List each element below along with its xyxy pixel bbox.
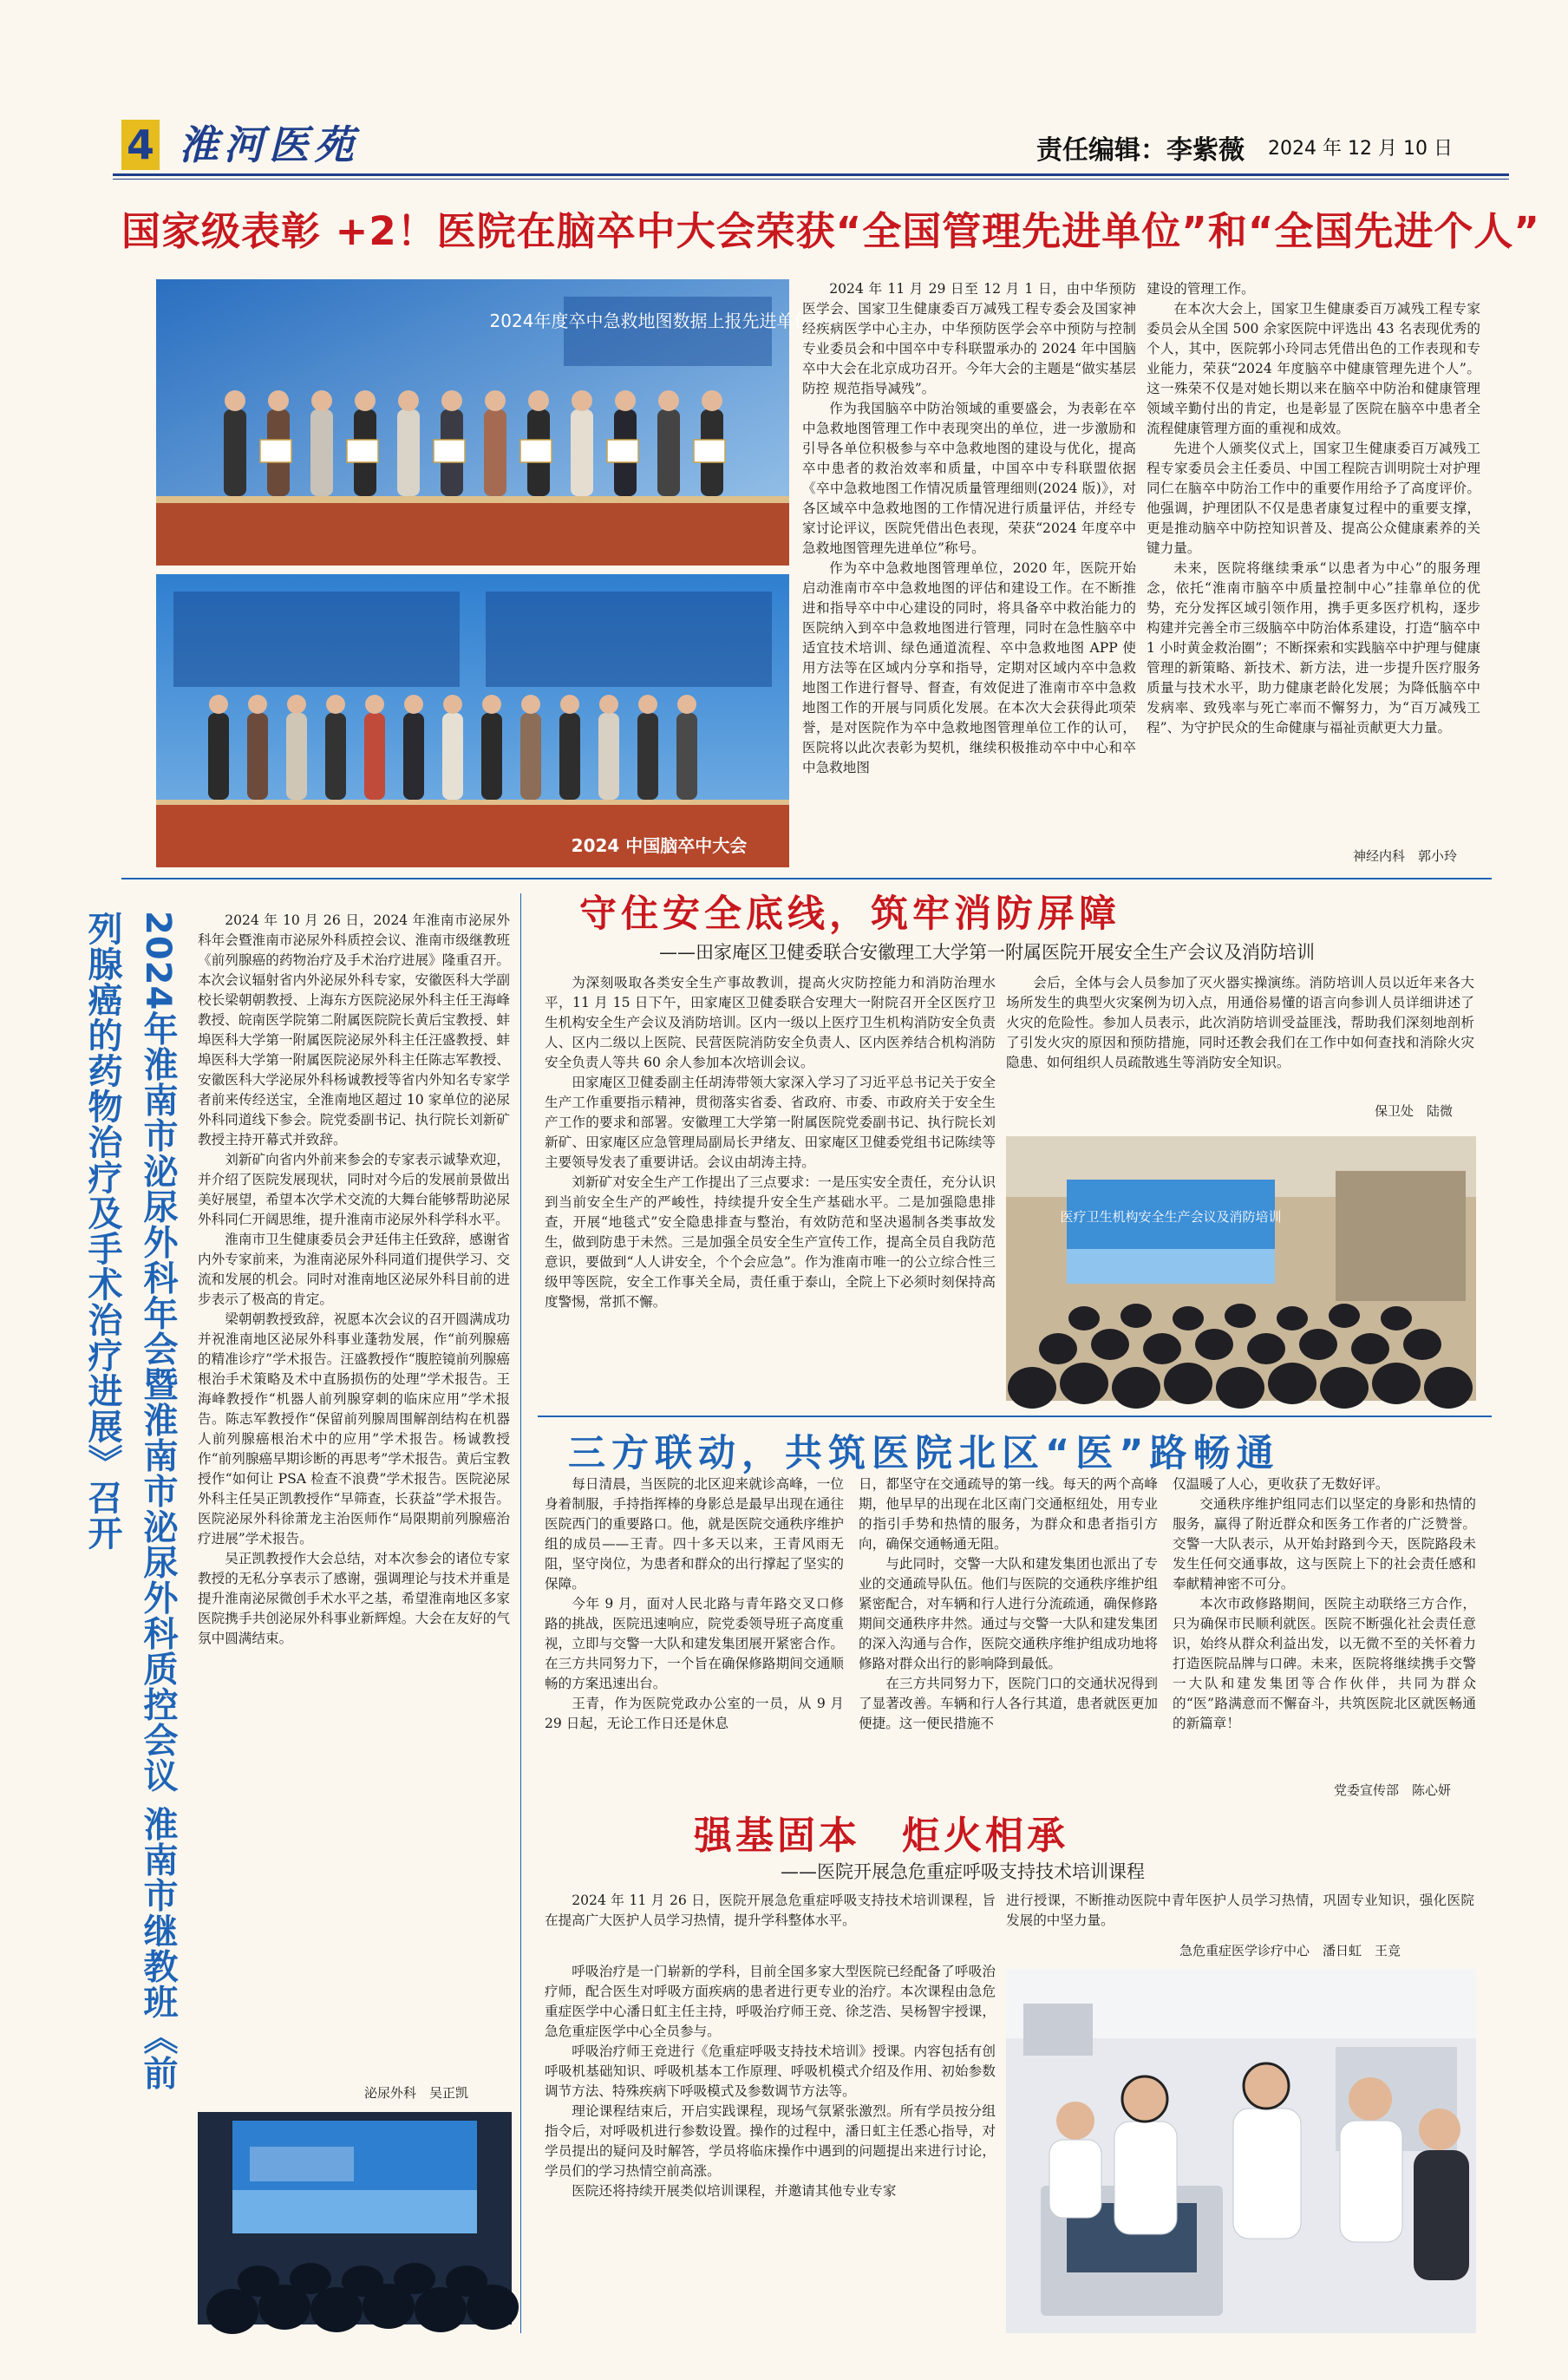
page-number: 4 xyxy=(121,120,160,170)
photo3-screen-text: 医疗卫生机构安全生产会议及消防培训 xyxy=(1060,1209,1282,1225)
article5-subtitle: ——医院开展急危重症呼吸支持技术培训课程 xyxy=(781,1861,1145,1882)
article1-signature: 神经内科 郭小玲 xyxy=(1353,848,1458,864)
article1-paragraph: 作为卒中急救地图管理单位，2020 年，医院开始启动淮南市卒中急救地图的评估和建设工作。在不断推进和指导卒中中心建设的同时，将具备卒中救治能力的医院纳入到卒中急救地图进行管理，同时在急性脑卒中适宜技术培训、绿色通道流程、卒中急救地图 APP 使用方法等在区域内分享和指导，定期对区域内卒中急救地图工作进行督导、督查，有效促进了淮南市卒中急救地图工作的开展与同质化发展。在本次大会获得此项荣誉，是对医院作为卒中急救地图管理单位工作的认可，医院将以此次表彰为契机，继续积极推动卒中中心和卒中急救地图 xyxy=(802,560,1136,775)
article5-paragraph: 医院还将持续开展类似培训课程，并邀请其他专业专家 xyxy=(572,2183,897,2199)
column-divider xyxy=(520,893,521,2333)
article5-paragraph: 理论课程结束后，开启实践课程，现场气氛紧张激烈。所有学员按分组指令后，对呼吸机进行参数设置。操作的过程中，潘日虹主任悉心指导，对学员提出的疑问及时解答，学员将临床操作中遇到的问题提出来进行讨论，学员们的学习热情空前高涨。 xyxy=(545,2103,996,2179)
issue-date: 2024 年 12 月 10 日 xyxy=(1268,138,1453,160)
article2-paragraph: 2024 年 10 月 26 日，2024 年淮南市泌尿外科年会暨淮南市泌尿外科质控会议、淮南市级继教班《前列腺癌的药物治疗及手术治疗进展》隆重召开。本次会议辐射省内外泌尿外科专家，安徽医科大学副校长梁朝朝教授、上海东方医院泌尿外科主任王海峰教授、皖南医学院第二附属医院院长黄后宝教授、蚌埠医科大学第一附属医院泌尿外科主任汪盛教授、蚌埠医科大学第一附属医院泌尿外科主任陈志军教授、安徽医科大学泌尿外科杨诚教授等省内外知名专家学者前来传经送宝，全淮南地区超过 10 家单位的泌尿外科同道线下参会。院党委副书记、执行院长刘新矿教授主持开幕式并致辞。 xyxy=(198,912,510,1148)
article4-title: 三方联动，共筑医院北区“医”路畅通 xyxy=(568,1432,1280,1475)
article5-paragraph: 进行授课，不断推动医院中青年医护人员学习热情，巩固专业知识，强化医院发展的中坚力量。 xyxy=(1006,1893,1474,1928)
article3-paragraph: 刘新矿对安全生产工作提出了三点要求：一是压实安全责任，充分认识到当前安全生产的严峻性，持续提升安全生产基础水平。二是加强隐患排查，开展“地毯式”安全隐患排查与整治，有效防范和坚决遏制各类事故发生，做到防患于未然。三是加强全员安全生产宣传工作，提高全员自我防范意识，要做到“人人讲安全，个个会应急”。作为淮南市唯一的公立综合性三级甲等医院，安全工作事关全局，责任重于泰山，全院上下必须时刻保持高度警惕，常抓不懈。 xyxy=(545,1174,996,1310)
article1-paragraph: 先进个人颁奖仪式上，国家卫生健康委百万减残工程专家委员会主任委员、中国工程院吉训明院士对护理同仁在脑卒中防治工作中的重要作用给予了高度评价。他强调，护理团队不仅是患者康复过程中的重要支撑，更是推动脑卒中防控知识普及、提高公众健康素养的关键力量。 xyxy=(1147,441,1480,556)
article2-column xyxy=(198,911,510,2077)
article4-paragraph: 在三方共同努力下，医院门口的交通状况得到了显著改善。车辆和行人各行其道，患者就医更加便捷。这一便民措施不 xyxy=(859,1676,1158,1731)
photo2-stage-text: 2024 中国脑卒中大会 xyxy=(571,835,748,856)
article4-column-1 xyxy=(545,1474,844,1800)
article4-paragraph: 与此同时，交警一大队和建发集团也派出了专业的交通疏导队伍。他们与医院的交通秩序维护组紧密配合，对车辆和行人进行分流疏通，确保修路期间交通秩序井然。通过与交警一大队和建发集团的深入沟通与合作，医院交通秩序维护组成功地将修路对群众出行的影响降到最低。 xyxy=(859,1556,1158,1671)
article4-paragraph: 今年 9 月，面对人民北路与青年路交叉口修路的挑战，医院迅速响应，院党委领导班子高度重视，立即与交警一大队和建发集团展开紧密合作。在三方共同努力下，一个旨在确保修路期间交通顺畅的方案迅速出台。 xyxy=(545,1596,844,1691)
article5-title: 强基固本 炬火相承 xyxy=(694,1814,1068,1858)
article1-column-2 xyxy=(1147,279,1480,839)
article3-title: 守住安全底线，筑牢消防屏障 xyxy=(579,892,1120,936)
article2-paragraph: 淮南市卫生健康委员会尹廷伟主任致辞，感谢省内外专家前来，为淮南泌尿外科同道们提供学习、交流和发展的机会。同时对淮南地区泌尿外科目前的进步表示了极高的肯定。 xyxy=(198,1232,510,1307)
article2-paragraph: 梁朝朝教授致辞，祝愿本次会议的召开圆满成功并祝淮南地区泌尿外科事业蓬勃发展，作“前列腺癌的精准诊疗”学术报告。汪盛教授作“腹腔镜前列腺癌根治手术策略及术中直肠损伤的处理”学术报告。王海峰教授作“机器人前列腺穿刺的临床应用”学术报告。陈志军教授作“保留前列腺周围解剖结构在机器人前列腺癌根治术中的应用”学术报告。杨诚教授作“前列腺癌早期诊断的再思考”学术报告。黄后宝教授作“如何让 PSA 检查不浪费”学术报告。医院泌尿外科主任吴正凯教授作“早筛查，长获益”学术报告。医院泌尿外科徐萧龙主治医师作“局限期前列腺癌治疗进展”学术报告。 xyxy=(198,1311,510,1546)
article4-signature: 党委宣传部 陈心妍 xyxy=(1334,1782,1452,1798)
photo1-banner-text: 2024年度卒中急救地图数据上报先进单位表彰 xyxy=(489,311,846,331)
article1-paragraph: 建设的管理工作。 xyxy=(1147,281,1255,297)
article4-paragraph: 王青，作为医院党政办公室的一员，从 9 月 29 日起，无论工作日还是休息 xyxy=(545,1696,844,1731)
article3-paragraph: 为深刻吸取各类安全生产事故教训，提高火灾防控能力和消防治理水平，11 月 15 日下午，田家庵区卫健委联合安理大一附院召开全区医疗卫生机构安全生产会议及消防培训。区内一级以上医疗卫生机构消防安全负责人、区内二级以上医院、民营医院消防安全负责人、区内医养结合机构消防安全负责人等共 60 余人参加本次培训会议。 xyxy=(545,975,996,1070)
article4-paragraph: 仅温暖了人心，更收获了无数好评。 xyxy=(1173,1476,1389,1492)
article3-photo-meeting xyxy=(1006,1136,1476,1401)
article5-paragraph: 呼吸治疗是一门崭新的学科，目前全国多家大型医院已经配备了呼吸治疗师，配合医生对呼吸方面疾病的患者进行更专业的治疗。本次课程由急危重症医学中心潘日虹主任主持，呼吸治疗师王竞、徐芝浩、吴杨智宇授课，急危重症医学中心全员参与。 xyxy=(545,1964,996,2039)
article3-column-2 xyxy=(1006,973,1474,1095)
article2-paragraph: 刘新矿向省内外前来参会的专家表示诚挚欢迎，并介绍了医院发展现状，同时对今后的发展前景做出美好展望，希望本次学术交流的大舞台能够帮助泌尿外科同仁开阔思维，提升淮南市泌尿外科学科水平。 xyxy=(198,1152,510,1227)
article3-column-1 xyxy=(545,973,996,1411)
article4-column-3 xyxy=(1173,1474,1476,1778)
article2-signature: 泌尿外科 吴正凯 xyxy=(364,2085,469,2101)
section-divider xyxy=(538,1416,1492,1417)
article3-signature: 保卫处 陆微 xyxy=(1375,1103,1454,1119)
article5-signature: 急危重症医学诊疗中心 潘日虹 王竞 xyxy=(1179,1943,1401,1958)
article2-photo-conference xyxy=(198,2112,512,2324)
header-rule xyxy=(113,173,1509,176)
article1-paragraph: 未来，医院将继续秉承“以患者为中心”的服务理念，依托“淮南市脑卒中质量控制中心”挂靠单位的优势，充分发挥区域引领作用，携手更多医疗机构，逐步构建并完善全市三级脑卒中防治体系建设，打造“脑卒中 1 小时黄金救治圈”；不断探索和实践脑卒中护理与健康管理的新策略、新技术、新方法，进一步提升医疗服务质量与技术水平，助力健康老龄化发展；为降低脑卒中发病率、致残率与死亡率而不懈努力，为“百万减残工程”、为守护民众的生命健康与福祉贡献更大力量。 xyxy=(1147,560,1480,736)
article4-paragraph: 日，都坚守在交通疏导的第一线。每天的两个高峰期，他早早的出现在北区南门交通枢纽处，用专业的指引手势和热情的服务，为群众和患者指引方向，确保交通畅通无阻。 xyxy=(859,1476,1158,1552)
editor-credit: 责任编辑：李紫薇 xyxy=(1036,135,1245,166)
article1-photo-award-units xyxy=(156,279,846,566)
paper-name: 淮河医苑 xyxy=(179,121,359,168)
article2-paragraph: 吴正凯教授作大会总结，对本次参会的诸位专家教授的无私分享表示了感谢，强调理论与技术并重是提升淮南泌尿微创手术水平之基，希望淮南地区多家医院携手共创泌尿外科事业新辉煌。大会在友好的气氛中圆满结束。 xyxy=(198,1551,510,1646)
article3-subtitle: ——田家庵区卫健委联合安徽理工大学第一附属医院开展安全生产会议及消防培训 xyxy=(659,942,1315,963)
article5-column xyxy=(545,1962,996,2331)
article4-column-2 xyxy=(859,1474,1158,1800)
article5-photo-training xyxy=(1006,1969,1476,2333)
article1-paragraph: 在本次大会上，国家卫生健康委百万减残工程专家委员会从全国 500 余家医院中评选出 43 名表现优秀的个人，其中，医院郭小玲同志凭借出色的工作表现和专业能力，荣获“2024 年度脑卒中健康管理先进个人”。这一殊荣不仅是对她长期以来在脑卒中防治和健康管理领域辛勤付出的肯定，也是彰显了医院在脑卒中患者全流程健康管理方面的重视和成效。 xyxy=(1147,301,1480,436)
section-divider xyxy=(121,878,1492,879)
article3-paragraph: 田家庵区卫健委副主任胡涛带领大家深入学习了习近平总书记关于安全生产工作重要指示精神，贯彻落实省委、省政府、市委、市政府关于安全生产工作的要求和部署。安徽理工大学第一附属医院党委副书记、执行院长刘新矿、田家庵区应急管理局副局长尹绪友、田家庵区卫健委党组书记陈续等主要领导发表了重要讲话。会议由胡涛主持。 xyxy=(545,1075,996,1170)
article4-paragraph: 每日清晨，当医院的北区迎来就诊高峰，一位身着制服，手持指挥棒的身影总是最早出现在通往医院西门的重要路口。他，就是医院交通秩序维护组的成员——王青。四十多天以来，王青风雨无阻，坚守岗位，为患者和群众的出行撑起了坚实的保障。 xyxy=(545,1476,844,1592)
article1-column-1 xyxy=(802,279,1136,869)
article5-intro xyxy=(545,1891,996,1952)
article1-paragraph: 作为我国脑卒中防治领域的重要盛会，为表彰在卒中急救地图管理工作中表现突出的单位，进一步激励和引导各单位积极参与卒中急救地图的建设与优化，提高卒中患者的救治效率和质量，中国卒中专科联盟依据《卒中急救地图工作情况质量管理细则(2024 版)》，对各区域卒中急救地图的工作情况进行质量评估，并经专家讨论评议，医院凭借出色表现，荣获“2024 年度卒中急救地图管理先进单位”称号。 xyxy=(802,401,1136,556)
article1-paragraph: 2024 年 11 月 29 日至 12 月 1 日，由中华预防医学会、国家卫生健康委百万减残工程专委会及国家神经疾病医学中心主办，中华预防医学会卒中预防与控制专业委员会和中国卒中专科联盟承办的 2024 年中国脑卒中大会在北京成功召开。今年大会的主题是“做实基层防控 规范指导减残”。 xyxy=(802,281,1136,396)
article1-title: 国家级表彰 +2！医院在脑卒中大会荣获“全国管理先进单位”和“全国先进个人” xyxy=(121,208,1540,254)
article5-paragraph: 2024 年 11 月 26 日，医院开展急危重症呼吸支持技术培训课程，旨在提高广大医护人员学习热情，提升学科整体水平。 xyxy=(545,1893,996,1928)
header-rule-thin xyxy=(113,179,1509,180)
article4-paragraph: 本次市政修路期间，医院主动联络三方合作，只为确保市民顺利就医。医院不断强化社会责任意识，始终从群众利益出发，以无微不至的关怀着力打造医院品牌与口碑。未来，医院将继续携手交警一大队和建发集团等合作伙伴，共同为群众的“医”路满意而不懈奋斗，共筑医院北区就医畅通的新篇章！ xyxy=(1173,1596,1476,1731)
article3-paragraph: 会后，全体与会人员参加了灭火器实操演练。消防培训人员以近年来各大场所发生的典型火灾案例为切入点，用通俗易懂的语言向参训人员详细讲述了火灾的危险性。参加人员表示，此次消防培训受益匪浅，帮助我们深刻地剖析了引发火灾的原因和预防措施，同时还教会我们在工作中如何查找和消除火灾隐患、如何组织人员疏散逃生等消防安全知识。 xyxy=(1006,975,1474,1070)
article5-paragraph: 呼吸治疗师王竞进行《危重症呼吸支持技术培训》授课。内容包括有创呼吸机基础知识、呼吸机基本工作原理、呼吸机模式介绍及作用、初始参数调节方法、特殊疾病下呼吸模式及参数调节方法等。 xyxy=(545,2043,996,2099)
article1-photo-award-individuals xyxy=(156,574,789,867)
article2-vertical-title: 2024年淮南市泌尿外科年会暨淮南市泌尿外科质控会议 淮南市继教班《前列腺癌的药物治疗及手术治疗进展》召开 xyxy=(82,911,178,2091)
article4-paragraph: 交通秩序维护组同志们以坚定的身影和热情的服务，赢得了附近群众和医务工作者的广泛赞誉。交警一大队表示，从开始封路到今天，医院路段未发生任何交通事故，这与医院上下的社会责任感和奉献精神密不可分。 xyxy=(1173,1496,1476,1592)
